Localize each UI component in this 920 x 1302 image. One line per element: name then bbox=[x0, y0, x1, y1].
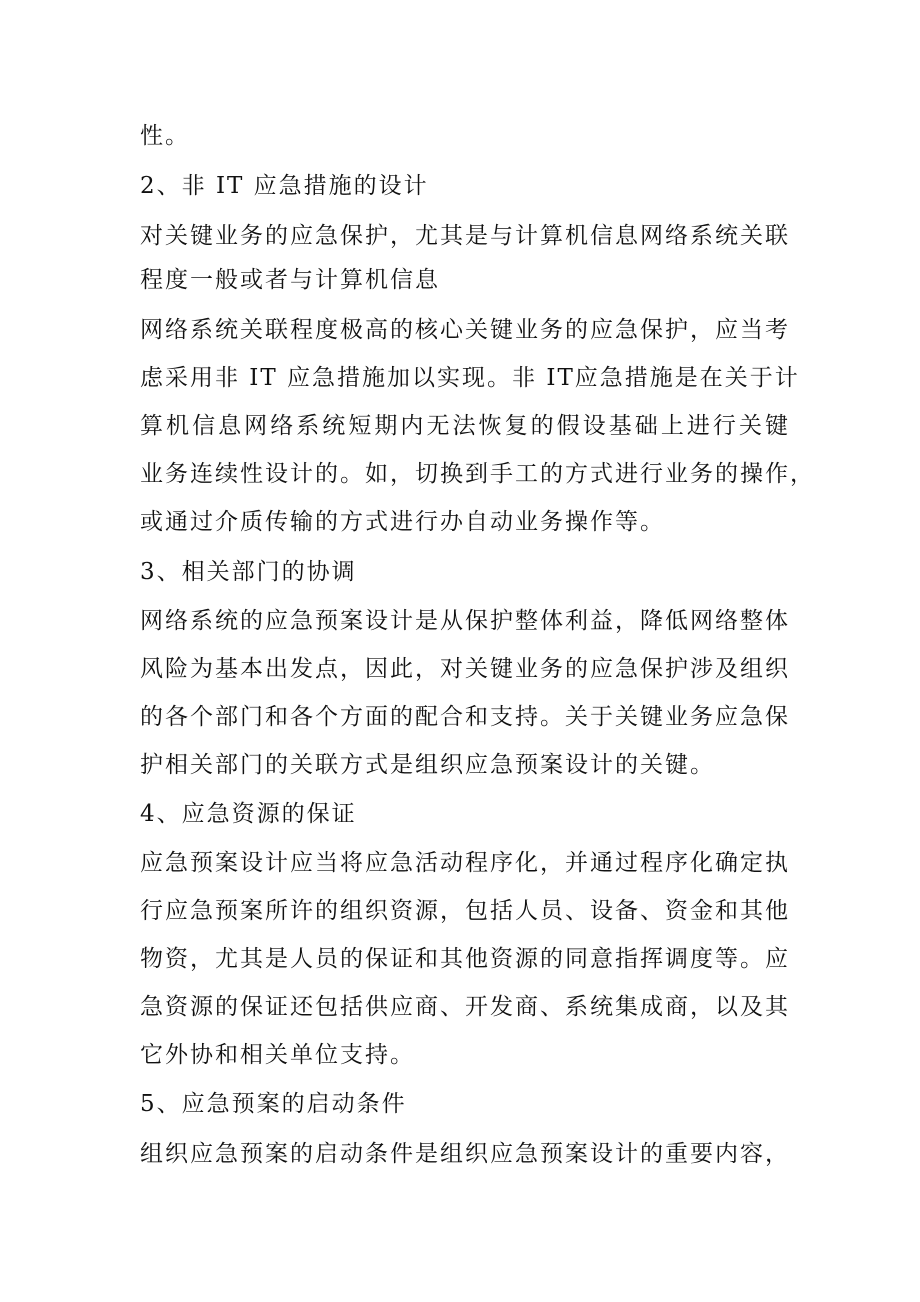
text-line: 物资，尤其是人员的保证和其他资源的同意指挥调度等。应 bbox=[140, 946, 790, 972]
text-line: 它外协和相关单位支持。 bbox=[140, 1042, 415, 1068]
text-line: 网络系统关联程度极高的核心关键业务的应急保护，应当考 bbox=[140, 317, 790, 343]
section-heading: 3、相关部门的协调 bbox=[140, 559, 357, 585]
text-line: 风险为基本出发点，因此，对关键业务的应急保护涉及组织 bbox=[140, 656, 790, 682]
text-line: 护相关部门的关联方式是组织应急预案设计的关键。 bbox=[140, 752, 715, 778]
text-line: 性。 bbox=[140, 123, 190, 149]
text-line: 组织应急预案的启动条件是组织应急预案设计的重要内容， bbox=[140, 1141, 790, 1167]
text-line: 业务连续性设计的。如，切换到手工的方式进行业务的操作， bbox=[140, 461, 815, 487]
text-line: 行应急预案所许的组织资源，包括人员、设备、资金和其他 bbox=[140, 898, 790, 924]
section-heading: 2、非 IT 应急措施的设计 bbox=[140, 173, 429, 199]
text-line: 算机信息网络系统短期内无法恢复的假设基础上进行关键 bbox=[140, 413, 790, 439]
text-line: 或通过介质传输的方式进行办自动业务操作等。 bbox=[140, 509, 665, 535]
text-line: 虑采用非 IT 应急措施加以实现。非 IT应急措施是在关于计 bbox=[140, 365, 800, 391]
text-line: 程度一般或者与计算机信息 bbox=[140, 267, 440, 293]
text-line: 应急预案设计应当将应急活动程序化，并通过程序化确定执 bbox=[140, 850, 790, 876]
section-heading: 5、应急预案的启动条件 bbox=[140, 1091, 407, 1117]
section-heading: 4、应急资源的保证 bbox=[140, 801, 357, 827]
text-line: 对关键业务的应急保护，尤其是与计算机信息网络系统关联 bbox=[140, 223, 790, 249]
text-line: 的各个部门和各个方面的配合和支持。关于关键业务应急保 bbox=[140, 704, 790, 730]
text-line: 网络系统的应急预案设计是从保护整体利益，降低网络整体 bbox=[140, 608, 790, 634]
text-line: 急资源的保证还包括供应商、开发商、系统集成商，以及其 bbox=[140, 994, 790, 1020]
